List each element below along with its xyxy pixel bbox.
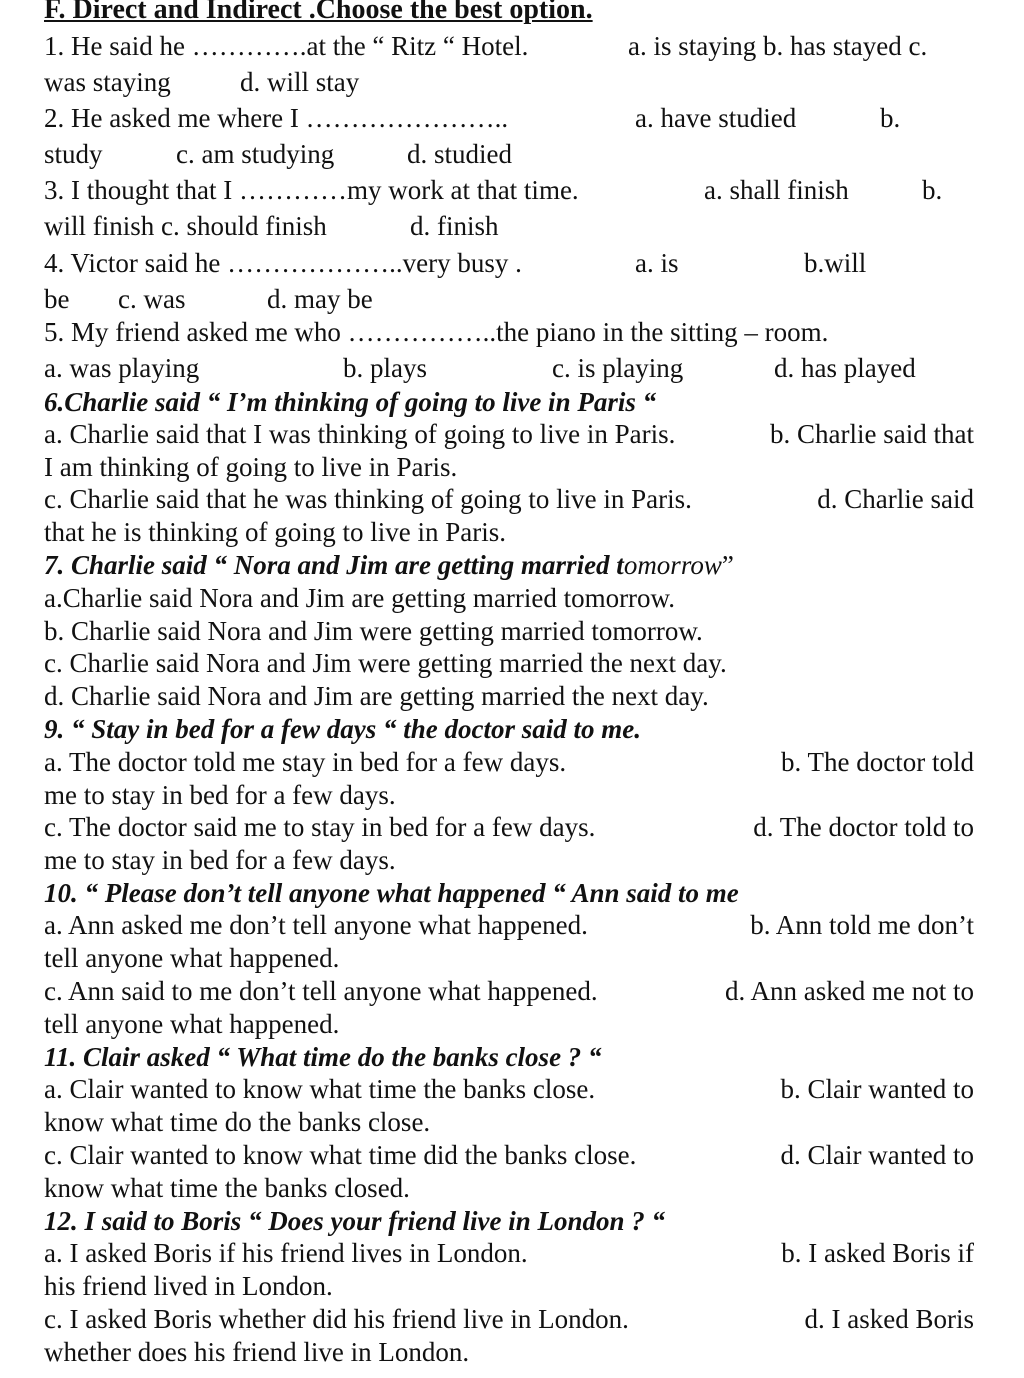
- q11-line-1: [44, 1073, 974, 1105]
- q2-option-a: a. have studied: [635, 103, 797, 133]
- q11-option-b: b. Clair wanted to: [780, 1074, 974, 1104]
- q5-option-b: b. plays: [343, 353, 427, 383]
- q4-option-c: c. was: [118, 284, 186, 314]
- q10-option-d-cont: tell anyone what happened.: [44, 1009, 340, 1039]
- q10-option-d: d. Ann asked me not to: [725, 976, 974, 1006]
- q5-option-c: c. is playing: [552, 353, 684, 383]
- question-5-options: [44, 352, 974, 384]
- q6-line-3: [44, 483, 974, 515]
- q6-option-d-cont: that he is thinking of going to live in Paris.: [44, 517, 506, 547]
- question-1-options: a. is staying b. has stayed c.: [628, 31, 928, 61]
- q4-option-b-cont: be: [44, 284, 70, 314]
- q9-option-b-cont: me to stay in bed for a few days.: [44, 780, 396, 810]
- q6-option-d: d. Charlie said: [817, 484, 974, 514]
- q7-option-b: b. Charlie said Nora and Jim were getting married tomorrow.: [44, 616, 703, 646]
- question-3-line-2: [44, 210, 974, 242]
- q10-option-b: b. Ann told me don’t: [750, 910, 974, 940]
- q10-line-3: [44, 975, 974, 1007]
- q10-line-1: [44, 909, 974, 941]
- question-12-stem: 12. I said to Boris “ Does your friend live in London ? “: [44, 1206, 666, 1236]
- q2-option-d: d. studied: [407, 139, 512, 169]
- q3-option-b: b.: [922, 175, 943, 205]
- question-1-line-2: [44, 66, 974, 98]
- q2-option-c: c. am studying: [176, 139, 335, 169]
- q9-option-d-cont: me to stay in bed for a few days.: [44, 845, 396, 875]
- q4-option-a: a. is: [635, 248, 679, 278]
- q3-option-a: a. shall finish: [704, 175, 849, 205]
- q9-line-3: [44, 811, 974, 843]
- question-6-stem: 6.Charlie said “ I’m thinking of going to live in Paris “: [44, 387, 657, 417]
- q10-option-a: a. Ann asked me don’t tell anyone what happened.: [44, 910, 588, 940]
- q7-option-c: c. Charlie said Nora and Jim were getting married the next day.: [44, 648, 727, 678]
- question-3: [44, 174, 974, 206]
- q6-option-c: c. Charlie said that he was thinking of going to live in Paris.: [44, 484, 692, 514]
- question-1-stem: 1. He said he ………….at the “ Ritz “ Hotel.: [44, 31, 529, 61]
- question-3-stem: 3. I thought that I …………my work at that time.: [44, 175, 579, 205]
- q2-option-b: b.: [880, 103, 901, 133]
- q6-option-b-cont: I am thinking of going to live in Paris.: [44, 452, 458, 482]
- q12-line-1: [44, 1237, 974, 1269]
- q2-option-b-cont: study: [44, 139, 103, 169]
- q1-option-c-cont: was staying: [44, 67, 171, 97]
- q11-option-d: d. Clair wanted to: [780, 1140, 974, 1170]
- q6-option-b: b. Charlie said that: [770, 419, 974, 449]
- question-2-line-2: [44, 138, 974, 170]
- q3-options-bc: will finish c. should finish: [44, 211, 327, 241]
- question-7-stem: [44, 549, 974, 581]
- q6-option-a: a. Charlie said that I was thinking of going to live in Paris.: [44, 419, 676, 449]
- question-2-stem: 2. He asked me where I …………………..: [44, 103, 509, 133]
- q11-line-3: [44, 1139, 974, 1171]
- question-5-stem: 5. My friend asked me who ……………..the piano in the sitting – room.: [44, 317, 829, 347]
- question-4-stem: 4. Victor said he ………………..very busy .: [44, 248, 522, 278]
- q12-line-3: [44, 1303, 974, 1335]
- q1-option-d: d. will stay: [240, 67, 360, 97]
- q7-option-d: d. Charlie said Nora and Jim are getting married the next day.: [44, 681, 709, 711]
- page-title: F. Direct and Indirect .Choose the best option.: [44, 0, 593, 25]
- question-5: [44, 316, 974, 348]
- q12-option-d-cont: whether does his friend live in London.: [44, 1337, 470, 1367]
- q9-option-b: b. The doctor told: [781, 747, 974, 777]
- q11-option-a: a. Clair wanted to know what time the banks close.: [44, 1074, 596, 1104]
- q9-option-d: d. The doctor told to: [753, 812, 974, 842]
- question-2: [44, 102, 974, 134]
- q12-option-a: a. I asked Boris if his friend lives in London.: [44, 1238, 528, 1268]
- question-10-stem: 10. “ Please don’t tell anyone what happened “ Ann said to me: [44, 878, 739, 908]
- q4-option-b: b.will: [804, 248, 867, 278]
- q9-line-1: [44, 746, 974, 778]
- q10-option-c: c. Ann said to me don’t tell anyone what happened.: [44, 976, 598, 1006]
- q7-option-a: a.Charlie said Nora and Jim are getting married tomorrow.: [44, 583, 676, 613]
- q5-option-a: a. was playing: [44, 353, 200, 383]
- q5-option-d: d. has played: [774, 353, 916, 383]
- q11-option-c: c. Clair wanted to know what time did the banks close.: [44, 1140, 637, 1170]
- q3-option-d: d. finish: [410, 211, 499, 241]
- question-4: [44, 247, 974, 279]
- q7-stem-main: 7. Charlie said “ Nora and Jim are getting married t: [44, 550, 624, 580]
- q9-option-a: a. The doctor told me stay in bed for a few days.: [44, 747, 567, 777]
- q12-option-c: c. I asked Boris whether did his friend live in London.: [44, 1304, 629, 1334]
- question-11-stem: 11. Clair asked “ What time do the banks close ? “: [44, 1042, 602, 1072]
- q11-option-b-cont: know what time do the banks close.: [44, 1107, 431, 1137]
- q12-option-d: d. I asked Boris: [804, 1304, 974, 1334]
- q7-stem-quote: ”: [721, 550, 734, 580]
- q11-option-d-cont: know what time the banks closed.: [44, 1173, 410, 1203]
- q7-stem-tail: omorrow: [623, 550, 722, 580]
- q12-option-b-cont: his friend lived in London.: [44, 1271, 333, 1301]
- q10-option-b-cont: tell anyone what happened.: [44, 943, 340, 973]
- question-1: [44, 30, 974, 62]
- q4-option-d: d. may be: [267, 284, 373, 314]
- q12-option-b: b. I asked Boris if: [781, 1238, 974, 1268]
- question-9-stem: 9. “ Stay in bed for a few days “ the doctor said to me.: [44, 714, 641, 744]
- question-4-line-2: [44, 283, 974, 315]
- q9-option-c: c. The doctor said me to stay in bed for a few days.: [44, 812, 596, 842]
- q6-line-1: [44, 418, 974, 450]
